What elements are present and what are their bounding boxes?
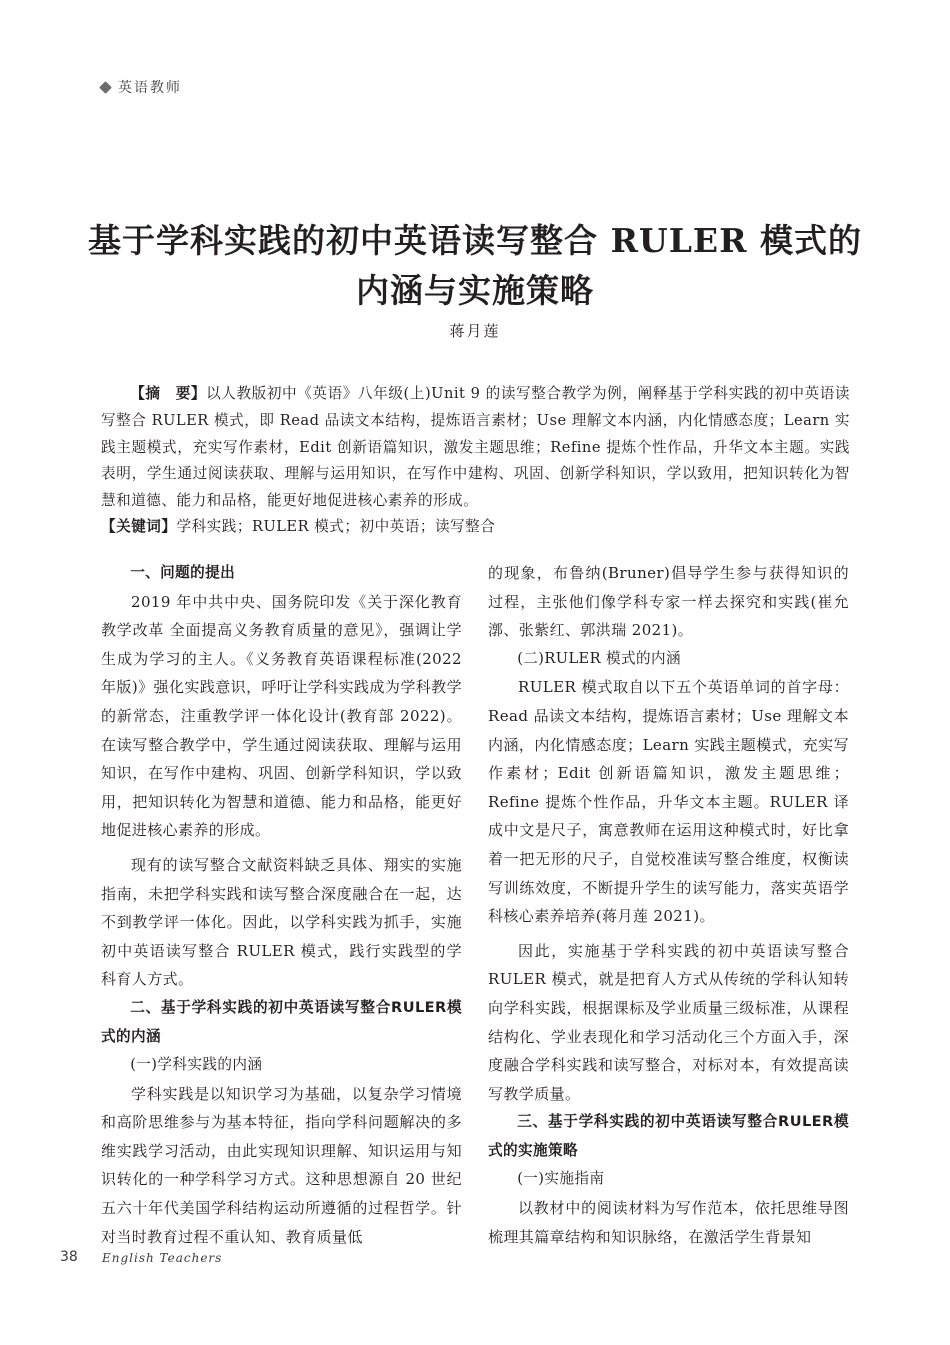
paragraph: 的现象，布鲁纳(Bruner)倡导学生参与获得知识的过程，主张他们像学科专家一样去探究和实践(崔允漷、张紫红、郭洪瑞 2021)。 <box>488 564 849 640</box>
keywords-text: 学科实践；RULER 模式；初中英语；读写整合 <box>176 518 496 535</box>
author: 蒋月莲 <box>449 322 501 340</box>
section-heading-2: 二、基于学科实践的初中英语读写整合RULER模式的内涵 <box>101 998 462 1045</box>
abstract <box>101 381 850 515</box>
paragraph: 2019 年中共中央、国务院印发《关于深化教育教学改革 全面提高义务教育质量的意见》，强调让学生成为学习的主人。《义务教育英语课程标准(2022 年版)》强化实践意识，呼吁让学科实践成为学科教学的新常态，注重教学评一体化设计(教育部 2022)。在读写整合教学中，学生通过阅读获取、理解与运用知识，在写作中建构、巩固、创新学科知识，学以致用，把知识转化为智慧和道德、能力和品格，能更好地促进核心素养的形成。 <box>101 592 462 840</box>
keywords-label: 【关键词】 <box>101 518 177 535</box>
title-line-1: 基于学科实践的初中英语读写整合 RULER 模式的 <box>88 221 862 260</box>
subsection-heading: (一)实施指南 <box>517 1170 605 1188</box>
section-heading-3: 三、基于学科实践的初中英语读写整合RULER模式的实施策略 <box>488 1113 849 1159</box>
paragraph: 以教材中的阅读材料为写作范本，依托思维导图梳理其篇章结构和知识脉络，在激活学生背景知 <box>488 1199 849 1246</box>
section-heading-1: 一、问题的提出 <box>130 564 236 581</box>
title-line-2: 内涵与实施策略 <box>356 271 594 310</box>
subsection-heading: (二)RULER 模式的内涵 <box>517 649 681 667</box>
paragraph: RULER 模式取自以下五个英语单词的首字母：Read 品读文本结构，提炼语言素材；Use 理解文本内涵，内化情感态度；Learn 实践主题模式，充实写作素材；Edit 创新语篇知识，激发主题思维；Refine 提炼个性作品，升华文本主题。RULER 译成中文是尺子，寓意教师在运用这种模式时，好比拿着一把无形的尺子，自觉校准读写整合维度，权衡读写训练效度，不断提升学生的读写能力，落实英语学科核心素养培养(蒋月莲 2021)。 <box>488 678 849 926</box>
journal-name: English Teachers <box>102 1251 223 1265</box>
paragraph: 现有的读写整合文献资料缺乏具体、翔实的实施指南，未把学科实践和读写整合深度融合在一起，达不到教学评一体化。因此，以学科实践为抓手，实施初中英语读写整合 RULER 模式，践行实践型的学科育人方式。 <box>101 855 462 989</box>
left-column <box>101 559 462 1251</box>
paragraph: 因此，实施基于学科实践的初中英语读写整合 RULER 模式，就是把育人方式从传统的学科认知转向学科实践，根据课标及学业质量三级标准，从课程结构化、学业表现化和学习活动化三个方面入手，深度融合学科实践和读写整合，对标对本，有效提高读写教学质量。 <box>488 941 849 1103</box>
section-header <box>101 77 182 97</box>
abstract-text: 以人教版初中《英语》八年级(上)Unit 9 的读写整合教学为例，阐释基于学科实践的初中英语读写整合 RULER 模式，即 Read 品读文本结构，提炼语言素材；Use 理解文本内涵，内化情感态度；Learn 实践主题模式，充实写作素材，Edit 创新语篇知识，激发主题思维；Refine 提炼个性作品，升华文本主题。实践表明，学生通过阅读获取、理解与运用知识，在写作中建构、巩固、创新学科知识，学以致用，把知识转化为智慧和道德、能力和品格，能更好地促进核心素养的形成。 <box>101 385 850 510</box>
paragraph: 学科实践是以知识学习为基础，以复杂学习情境和高阶思维参与为基本特征，指向学科问题解决的多维实践学习活动，由此实现知识理解、知识运用与知识转化的一种学科学习方式。这种思想源自 20 世纪五六十年代美国学科结构运动所遵循的过程哲学。针对当时教育过程不重认知、教育质量低 <box>101 1084 462 1246</box>
subsection-heading: (一)学科实践的内涵 <box>130 1056 263 1074</box>
section-label: 英语教师 <box>118 80 182 96</box>
right-column <box>488 559 849 1251</box>
keywords <box>101 514 850 541</box>
article-title <box>0 216 950 316</box>
diamond-icon <box>99 81 112 94</box>
page-number: 38 <box>60 1249 78 1265</box>
abstract-label: 【摘 要】 <box>130 385 207 402</box>
